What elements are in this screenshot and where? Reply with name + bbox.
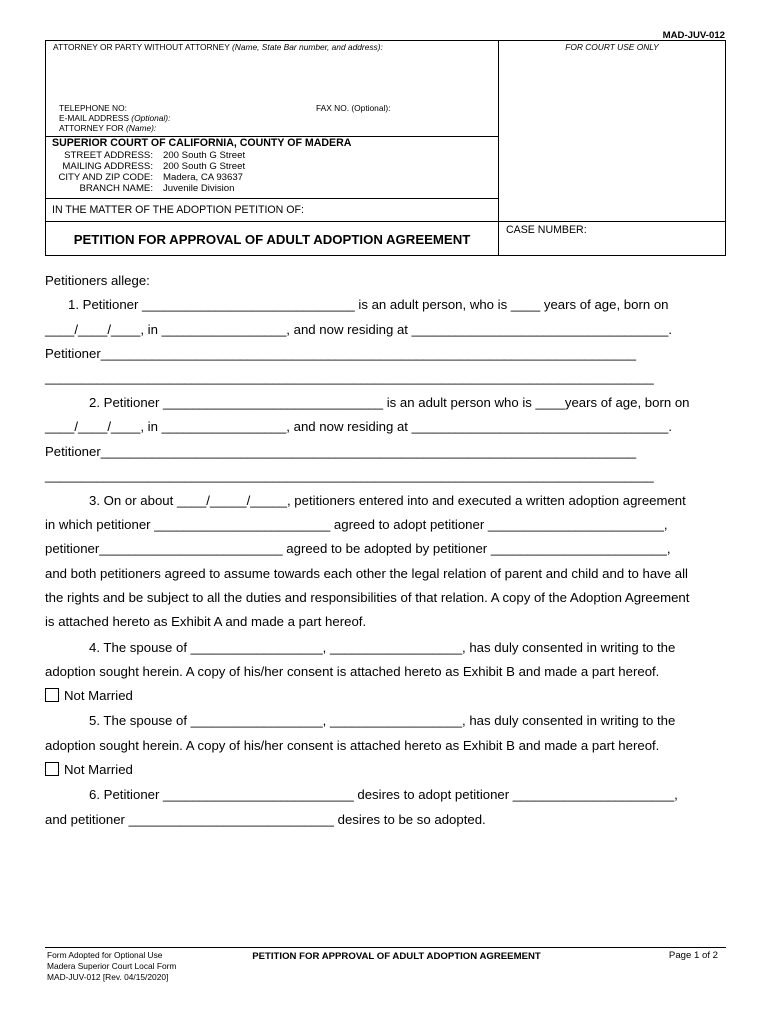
footer-left-1: Form Adopted for Optional Use bbox=[47, 950, 163, 960]
court-row-label: BRANCH NAME: bbox=[79, 183, 153, 194]
not-married-label: Not Married bbox=[64, 762, 133, 777]
court-row-label: MAILING ADDRESS: bbox=[62, 161, 153, 172]
attorney-label-line bbox=[53, 42, 383, 52]
court-row-value: Madera, CA 93637 bbox=[163, 172, 244, 183]
p3-line-3[interactable]: petitioner_________________________ agreed to be adopted by petitioner ________________________, bbox=[45, 541, 671, 556]
p2-line-3[interactable]: Petitioner_________________________________________________________________________ bbox=[45, 444, 637, 459]
page-title: PETITION FOR APPROVAL OF ADULT ADOPTION AGREEMENT bbox=[73, 232, 471, 247]
telephone-label: TELEPHONE NO: bbox=[59, 103, 127, 113]
page-number: Page 1 of 2 bbox=[668, 950, 718, 961]
attorney-label: ATTORNEY OR PARTY WITHOUT ATTORNEY bbox=[53, 42, 230, 52]
court-row-branch bbox=[49, 183, 234, 194]
p6-line-2[interactable]: and petitioner ____________________________ desires to be so adopted. bbox=[45, 812, 486, 827]
p5-line-1[interactable]: 5. The spouse of __________________, __________________, has duly consented in writing to the bbox=[89, 713, 676, 728]
email-label-line bbox=[59, 113, 170, 123]
not-married-checkbox-2[interactable] bbox=[45, 762, 59, 776]
p1-line-2[interactable]: ____/____/____, in _________________, and now residing at ___________________________________. bbox=[45, 322, 672, 337]
court-row-value: Juvenile Division bbox=[163, 183, 235, 194]
footer-left-3: MAD-JUV-012 [Rev. 04/15/2020] bbox=[47, 972, 169, 982]
attorney-for-hint: (Name): bbox=[126, 123, 157, 133]
court-row-city bbox=[49, 172, 243, 183]
p4-line-1[interactable]: 4. The spouse of __________________, __________________, has duly consented in writing to the bbox=[89, 640, 676, 655]
p1-line-4[interactable]: ___________________________________________________________________________________ bbox=[45, 370, 654, 385]
p2-line-1[interactable]: 2. Petitioner ______________________________ is an adult person who is ____years of age, born on bbox=[89, 395, 690, 410]
court-row-label: STREET ADDRESS: bbox=[64, 150, 153, 161]
court-use-label: FOR COURT USE ONLY bbox=[565, 42, 659, 52]
email-optional: (Optional): bbox=[131, 113, 171, 123]
court-row-value: 200 South G Street bbox=[163, 161, 246, 172]
case-number-label: CASE NUMBER: bbox=[506, 224, 587, 236]
not-married-option-2[interactable] bbox=[45, 762, 133, 777]
footer-left-2: Madera Superior Court Local Form bbox=[47, 961, 177, 971]
p3-line-1[interactable]: 3. On or about ____/_____/_____, petitioners entered into and executed a written adoption agreement bbox=[89, 493, 686, 508]
intro-text: Petitioners allege: bbox=[45, 273, 150, 288]
not-married-checkbox-1[interactable] bbox=[45, 688, 59, 702]
p3-line-4: and both petitioners agreed to assume towards each other the legal relation of parent and child and to have all bbox=[45, 566, 688, 581]
court-name: SUPERIOR COURT OF CALIFORNIA, COUNTY OF MADERA bbox=[52, 137, 352, 149]
matter-label: IN THE MATTER OF THE ADOPTION PETITION OF: bbox=[52, 204, 304, 216]
court-row-value: 200 South G Street bbox=[163, 150, 246, 161]
attorney-for-label: ATTORNEY FOR bbox=[59, 123, 124, 133]
form-id: MAD-JUV-012 bbox=[662, 30, 725, 41]
p3-line-6: is attached hereto as Exhibit A and made a part hereof. bbox=[45, 614, 367, 629]
footer-rule bbox=[45, 947, 726, 948]
p2-line-2[interactable]: ____/____/____, in _________________, and now residing at ___________________________________. bbox=[45, 419, 672, 434]
fax-label: FAX NO. (Optional): bbox=[316, 103, 391, 113]
p6-line-1[interactable]: 6. Petitioner __________________________ desires to adopt petitioner ______________________, bbox=[89, 787, 678, 802]
p3-line-5: the rights and be subject to all the duties and responsibilities of that relation. A copy of the Adoption Agreement bbox=[45, 590, 690, 605]
attorney-hint: (Name, State Bar number, and address): bbox=[232, 42, 383, 52]
attorney-for-line bbox=[59, 123, 156, 133]
p1-line-3[interactable]: Petitioner_________________________________________________________________________ bbox=[45, 346, 637, 361]
p1-line-1[interactable]: 1. Petitioner _____________________________ is an adult person, who is ____ years of age, born on bbox=[68, 297, 669, 312]
court-row-street bbox=[49, 150, 245, 161]
not-married-label: Not Married bbox=[64, 688, 133, 703]
p4-line-2: adoption sought herein. A copy of his/her consent is attached hereto as Exhibit B and made a part hereof. bbox=[45, 664, 660, 679]
not-married-option-1[interactable] bbox=[45, 688, 133, 703]
footer-title: PETITION FOR APPROVAL OF ADULT ADOPTION AGREEMENT bbox=[252, 951, 541, 962]
case-number-divider bbox=[498, 221, 726, 222]
court-row-label: CITY AND ZIP CODE: bbox=[58, 172, 153, 183]
email-label: E-MAIL ADDRESS bbox=[59, 113, 129, 123]
p3-line-2[interactable]: in which petitioner ________________________ agreed to adopt petitioner ________________________, bbox=[45, 517, 668, 532]
p2-line-4[interactable]: ___________________________________________________________________________________ bbox=[45, 468, 654, 483]
p5-line-2: adoption sought herein. A copy of his/her consent is attached hereto as Exhibit B and made a part hereof. bbox=[45, 738, 660, 753]
case-number-field[interactable] bbox=[500, 238, 724, 254]
court-row-mailing bbox=[49, 161, 245, 172]
